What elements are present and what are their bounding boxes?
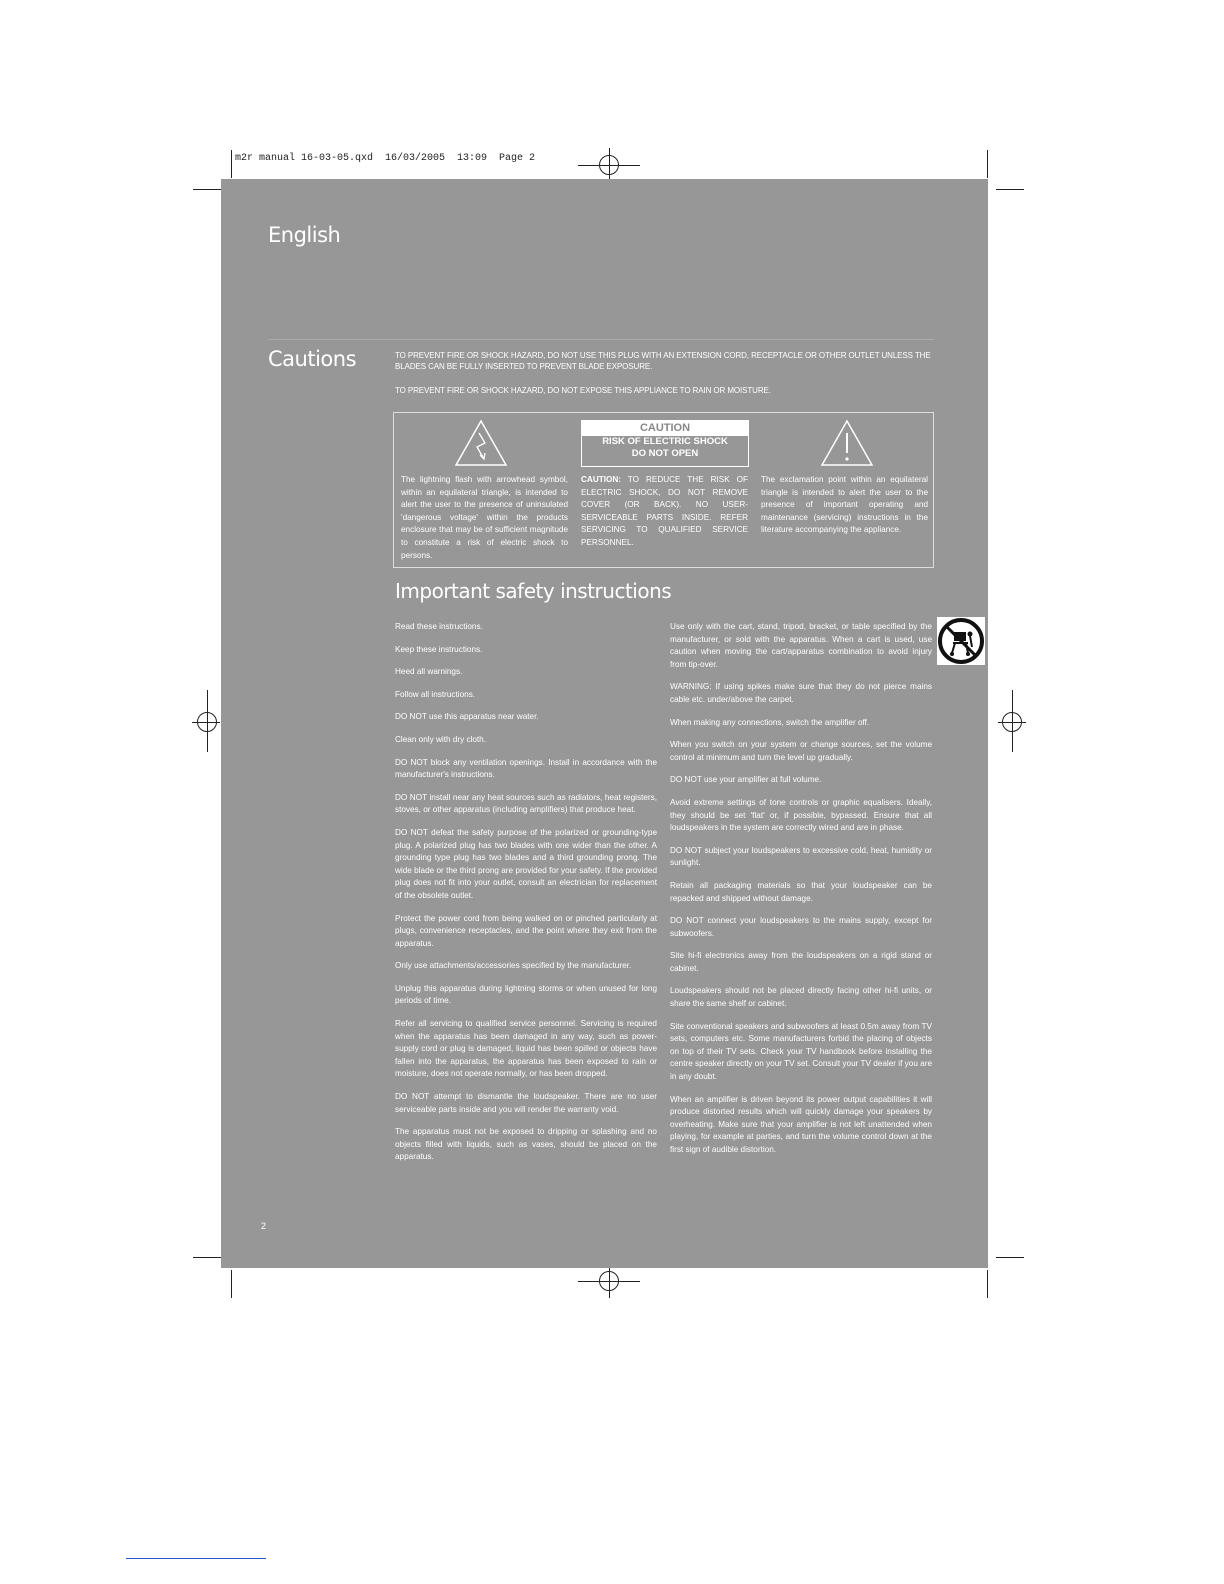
language-heading: English [268, 223, 341, 247]
manual-page [221, 179, 988, 1268]
crop-mark [987, 150, 988, 178]
exclamation-symbol-text: The exclamation point within an equilateral triangle is intended to alert the user to the presence of important operating and maintenance (servicing) instructions in the literature accompanying the appliance. [761, 475, 928, 535]
cautions-title: Cautions [268, 347, 357, 371]
instruction-item: Loudspeakers should not be placed directly facing other hi-fi units, or share the same shelf or cabinet. [670, 986, 932, 1009]
instruction-item: When making any connections, switch the amplifier off. [670, 717, 870, 727]
safety-instructions-title: Important safety instructions [395, 579, 672, 603]
divider [268, 339, 934, 340]
caution-box [393, 412, 934, 568]
instruction-item: DO NOT block any ventilation openings. Install in accordance with the manufacturer's instructions. [395, 757, 657, 780]
instruction-item: Avoid extreme settings of tone controls or graphic equalisers. Ideally, they should be set 'flat' or, if possible, bypassed. Ensure that all loudspeakers in the system are correctly wired and are in phase. [670, 797, 932, 833]
instruction-item: Keep these instructions. [395, 644, 483, 654]
caution-panel-title: CAUTION [582, 421, 748, 436]
instruction-item: When an amplifier is driven beyond its power output capabilities it will produce distorted results which will quickly damage your speakers by overheating. Make sure that your amplifier is not left unattended when playing, for example at parties, and turn the volume control down at the first sign of audible distortion. [670, 1094, 932, 1154]
registration-mark-icon [1002, 712, 1022, 732]
instruction-item: The apparatus must not be exposed to dripping or splashing and no objects filled with liquids, such as vases, should be placed on the apparatus. [395, 1127, 657, 1162]
link-underline [126, 1558, 266, 1559]
instruction-item: DO NOT use your amplifier at full volume. [670, 775, 822, 785]
crop-mark [996, 189, 1024, 190]
crop-mark [193, 1257, 221, 1258]
instruction-item: Heed all warnings. [395, 667, 463, 677]
safety-instructions-left-column [395, 621, 657, 1174]
registration-mark-icon [197, 712, 217, 732]
safety-instructions-right-column [670, 621, 932, 1167]
instruction-item: Unplug this apparatus during lightning storms or when unused for long periods of time. [395, 983, 657, 1006]
instruction-item: DO NOT use this apparatus near water. [395, 712, 539, 722]
page-number: 2 [261, 1221, 267, 1231]
instruction-item: DO NOT install near any heat sources such as radiators, heat registers, stoves, or other apparatus (including amplifiers) that produce heat. [395, 792, 657, 815]
caution-panel-line1: RISK OF ELECTRIC SHOCK [602, 436, 728, 447]
crop-mark [193, 189, 221, 190]
instruction-item: DO NOT connect your loudspeakers to the mains supply, except for subwoofers. [670, 916, 932, 938]
instruction-item: Clean only with dry cloth. [395, 734, 487, 744]
instruction-item: Read these instructions. [395, 622, 483, 631]
cautions-warning-extension-cord: TO PREVENT FIRE OR SHOCK HAZARD, DO NOT USE THIS PLUG WITH AN EXTENSION CORD, RECEPTACLE OR OTHER OUTLET UNLESS THE BLADES CAN BE FULLY INSERTED TO PREVENT BLADE EXPOSURE. [395, 351, 931, 371]
caution-label-panel [581, 420, 749, 467]
instruction-item: DO NOT attempt to dismantle the loudspeaker. There are no user serviceable parts inside and you will render the warranty void. [395, 1092, 657, 1114]
crop-mark [987, 1270, 988, 1298]
cart-warning-icon [937, 617, 985, 665]
lightning-triangle-icon [454, 419, 508, 467]
instruction-item: DO NOT subject your loudspeakers to excessive cold, heat, humidity or sunlight. [670, 845, 932, 868]
instruction-item: Use only with the cart, stand, tripod, bracket, or table specified by the manufacturer, or sold with the apparatus. When a cart is used, use caution when moving the cart/apparatus combination to avoid injury from tip-over. [670, 622, 932, 669]
crop-mark [231, 150, 232, 178]
exclamation-triangle-icon [820, 419, 874, 467]
caution-text [581, 474, 748, 550]
instruction-item: Protect the power cord from being walked on or pinched particularly at plugs, convenience receptacles, and the point where they exit from the apparatus. [395, 913, 657, 948]
instruction-item: WARNING: If using spikes make sure that they do not pierce mains cable etc. under/above the carpet. [670, 682, 932, 704]
caution-panel-line2: DO NOT OPEN [631, 448, 699, 459]
instruction-item: Retain all packaging materials so that your loudspeaker can be repacked and shipped without damage. [670, 880, 932, 903]
lightning-symbol-text: The lightning flash with arrowhead symbol, within an equilateral triangle, is intended to alert the user to the presence of uninsulated 'dangerous voltage' within the products enclosure that may be of sufficient magnitude to constitute a risk of electric shock to persons. [401, 475, 568, 560]
caution-text-label: CAUTION: [581, 475, 622, 484]
instruction-item: Follow all instructions. [395, 689, 476, 699]
crop-mark [231, 1270, 232, 1298]
crop-mark [996, 1257, 1024, 1258]
instruction-item: Refer all servicing to qualified service personnel. Servicing is required when the apparatus has been damaged in any way, such as power-supply cord or plug is damaged, liquid has been spilled or objects have fallen into the apparatus, the apparatus has been exposed to rain or moisture, does not operate normally, or has been dropped. [395, 1019, 657, 1079]
instruction-item: Only use attachments/accessories specified by the manufacturer. [395, 961, 632, 971]
caution-text-body: TO REDUCE THE RISK OF ELECTRIC SHOCK, DO NOT REMOVE COVER (OR BACK). NO USER-SERVICEABLE PARTS INSIDE. REFER SERVICING TO QUALIFIED SERVICE PERSONNEL. [581, 475, 748, 547]
registration-mark-icon [599, 155, 619, 175]
print-slug: m2r manual 16-03-05.qxd 16/03/2005 13:09 Page 2 [235, 153, 536, 164]
instruction-item: When you switch on your system or change sources, set the volume control at minimum and turn the level up gradually. [670, 740, 932, 762]
registration-mark-icon [599, 1271, 619, 1291]
instruction-item: Site conventional speakers and subwoofers at least 0.5m away from TV sets, computers etc. Some manufacturers forbid the placing of objects on top of their TV sets. Check your TV handbook before installing the centre speaker directly on your TV set. Consult your TV dealer if you are in any doubt. [670, 1021, 932, 1082]
instruction-item: DO NOT defeat the safety purpose of the polarized or grounding-type plug. A polarized plug has two blades with one wider than the other. A grounding type plug has two blades and a third grounding prong. The wide blade or the third prong are provided for your safety. If the provided plug does not fit into your outlet, consult an electrician for replacement of the obsolete outlet. [395, 827, 657, 900]
instruction-item: Site hi-fi electronics away from the loudspeakers on a rigid stand or cabinet. [670, 951, 932, 973]
cautions-warning-moisture: TO PREVENT FIRE OR SHOCK HAZARD, DO NOT EXPOSE THIS APPLIANCE TO RAIN OR MOISTURE. [395, 386, 771, 395]
